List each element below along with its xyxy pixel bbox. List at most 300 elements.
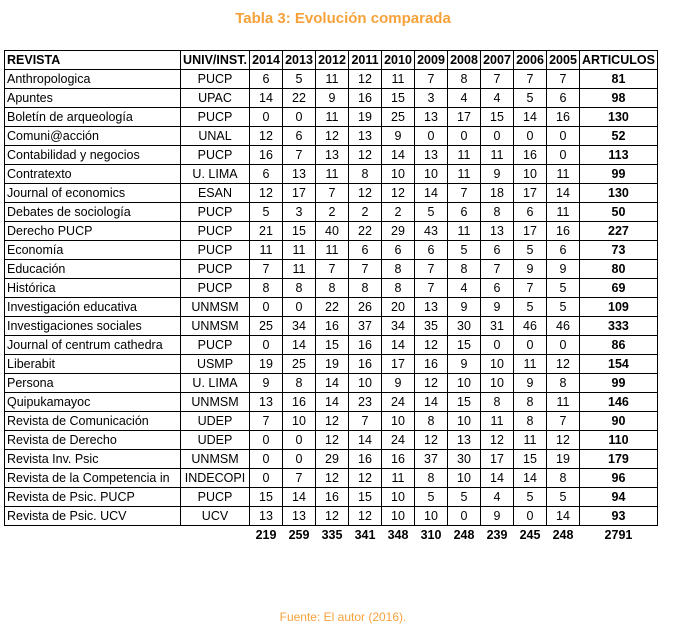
year-count: 13 — [283, 165, 316, 184]
institution: UDEP — [181, 431, 250, 450]
article-total: 227 — [580, 222, 658, 241]
year-count: 19 — [349, 108, 382, 127]
year-count: 22 — [283, 89, 316, 108]
year-count: 16 — [382, 450, 415, 469]
article-total: 154 — [580, 355, 658, 374]
article-total: 99 — [580, 165, 658, 184]
year-count: 11 — [316, 108, 349, 127]
year-count: 6 — [250, 165, 283, 184]
year-count: 7 — [547, 70, 580, 89]
year-count: 16 — [349, 89, 382, 108]
year-count: 0 — [415, 127, 448, 146]
column-header: 2012 — [316, 51, 349, 70]
year-count: 0 — [250, 108, 283, 127]
year-count: 6 — [481, 279, 514, 298]
journal-name: Contratexto — [5, 165, 181, 184]
year-count: 3 — [415, 89, 448, 108]
year-count: 14 — [514, 108, 547, 127]
table-title: Tabla 3: Evolución comparada — [235, 10, 451, 27]
year-count: 15 — [514, 450, 547, 469]
year-count: 23 — [349, 393, 382, 412]
institution: PUCP — [181, 260, 250, 279]
column-header: ARTICULOS — [580, 51, 658, 70]
institution: UNMSM — [181, 450, 250, 469]
year-count: 13 — [349, 127, 382, 146]
year-count: 8 — [448, 70, 481, 89]
year-count: 12 — [382, 184, 415, 203]
year-count: 11 — [316, 165, 349, 184]
year-count: 6 — [547, 89, 580, 108]
year-count: 5 — [547, 298, 580, 317]
year-count: 8 — [415, 412, 448, 431]
institution: U. LIMA — [181, 165, 250, 184]
year-count: 16 — [316, 488, 349, 507]
table-row — [5, 222, 658, 241]
year-count: 15 — [481, 108, 514, 127]
column-header: 2011 — [349, 51, 382, 70]
article-total: 93 — [580, 507, 658, 526]
year-count: 0 — [283, 108, 316, 127]
year-count: 5 — [415, 203, 448, 222]
year-count: 34 — [283, 317, 316, 336]
journal-name: Contabilidad y negocios — [5, 146, 181, 165]
year-count: 9 — [250, 374, 283, 393]
year-count: 12 — [415, 431, 448, 450]
article-total: 96 — [580, 469, 658, 488]
article-total: 98 — [580, 89, 658, 108]
year-count: 12 — [415, 374, 448, 393]
year-count: 11 — [547, 203, 580, 222]
column-header: 2010 — [382, 51, 415, 70]
total-value: 239 — [486, 527, 508, 542]
year-count: 12 — [316, 469, 349, 488]
total-value: 219 — [255, 527, 277, 542]
year-count: 8 — [448, 260, 481, 279]
article-total: 52 — [580, 127, 658, 146]
table-row — [5, 336, 658, 355]
institution: UPAC — [181, 89, 250, 108]
year-count: 14 — [547, 184, 580, 203]
year-count: 37 — [415, 450, 448, 469]
journal-name: Revista Inv. Psic — [5, 450, 181, 469]
year-count: 8 — [382, 279, 415, 298]
year-count: 12 — [349, 469, 382, 488]
table-body — [5, 70, 658, 545]
year-count: 2 — [382, 203, 415, 222]
institution: UNAL — [181, 127, 250, 146]
year-count: 17 — [283, 184, 316, 203]
year-count: 46 — [547, 317, 580, 336]
year-count: 10 — [514, 165, 547, 184]
year-count: 19 — [316, 355, 349, 374]
journal-name: Liberabit — [5, 355, 181, 374]
year-count: 12 — [481, 431, 514, 450]
article-total: 50 — [580, 203, 658, 222]
year-count: 15 — [448, 336, 481, 355]
article-total: 80 — [580, 260, 658, 279]
table-row — [5, 298, 658, 317]
year-count: 6 — [514, 203, 547, 222]
year-count: 16 — [283, 393, 316, 412]
year-count: 17 — [514, 184, 547, 203]
year-count: 14 — [283, 336, 316, 355]
year-count: 8 — [349, 165, 382, 184]
journal-name: Economía — [5, 241, 181, 260]
journal-name: Quipukamayoc — [5, 393, 181, 412]
year-count: 24 — [382, 393, 415, 412]
year-count: 8 — [415, 469, 448, 488]
year-count: 46 — [514, 317, 547, 336]
year-count: 5 — [547, 488, 580, 507]
total-value — [181, 526, 250, 545]
year-count: 11 — [382, 70, 415, 89]
year-count: 12 — [547, 431, 580, 450]
table-row — [5, 317, 658, 336]
year-count: 12 — [316, 127, 349, 146]
institution: UNMSM — [181, 298, 250, 317]
year-count: 0 — [547, 336, 580, 355]
journal-name: Revista de Comunicación — [5, 412, 181, 431]
year-count: 35 — [415, 317, 448, 336]
year-count: 8 — [382, 260, 415, 279]
year-count: 16 — [547, 222, 580, 241]
year-count: 5 — [514, 89, 547, 108]
year-count: 12 — [316, 431, 349, 450]
year-count: 15 — [349, 488, 382, 507]
journal-name: Boletín de arqueología — [5, 108, 181, 127]
year-count: 5 — [448, 488, 481, 507]
year-count: 10 — [448, 412, 481, 431]
year-count: 8 — [250, 279, 283, 298]
year-count: 5 — [415, 488, 448, 507]
year-count: 12 — [415, 336, 448, 355]
column-header: 2013 — [283, 51, 316, 70]
journal-name: Histórica — [5, 279, 181, 298]
year-count: 12 — [349, 146, 382, 165]
year-count: 12 — [316, 507, 349, 526]
year-count: 18 — [481, 184, 514, 203]
year-count: 14 — [250, 89, 283, 108]
year-count: 14 — [415, 393, 448, 412]
article-total: 130 — [580, 184, 658, 203]
year-count: 0 — [283, 431, 316, 450]
year-count: 9 — [514, 260, 547, 279]
year-count: 4 — [481, 89, 514, 108]
table-row — [5, 355, 658, 374]
year-count: 34 — [382, 317, 415, 336]
year-count: 7 — [514, 70, 547, 89]
year-count: 26 — [349, 298, 382, 317]
year-count: 11 — [382, 469, 415, 488]
institution: PUCP — [181, 108, 250, 127]
institution: PUCP — [181, 146, 250, 165]
year-count: 10 — [382, 488, 415, 507]
year-count: 31 — [481, 317, 514, 336]
total-value: 348 — [387, 527, 409, 542]
column-header: 2006 — [514, 51, 547, 70]
year-count: 7 — [316, 184, 349, 203]
year-count: 14 — [316, 374, 349, 393]
year-count: 5 — [250, 203, 283, 222]
year-count: 2 — [349, 203, 382, 222]
year-count: 5 — [283, 70, 316, 89]
year-count: 15 — [382, 89, 415, 108]
institution: UCV — [181, 507, 250, 526]
year-count: 7 — [316, 260, 349, 279]
year-count: 14 — [415, 184, 448, 203]
table-row — [5, 469, 658, 488]
year-count: 8 — [547, 374, 580, 393]
year-count: 5 — [514, 488, 547, 507]
year-count: 11 — [448, 222, 481, 241]
year-count: 9 — [514, 374, 547, 393]
year-count: 15 — [283, 222, 316, 241]
table-row — [5, 241, 658, 260]
year-count: 16 — [316, 317, 349, 336]
year-count: 30 — [448, 450, 481, 469]
year-count: 25 — [382, 108, 415, 127]
year-count: 10 — [349, 374, 382, 393]
year-count: 11 — [283, 260, 316, 279]
table-row — [5, 507, 658, 526]
journal-name: Persona — [5, 374, 181, 393]
year-count: 11 — [547, 165, 580, 184]
year-count: 13 — [481, 222, 514, 241]
article-total: 99 — [580, 374, 658, 393]
year-count: 0 — [481, 336, 514, 355]
year-count: 19 — [547, 450, 580, 469]
table-row — [5, 374, 658, 393]
year-count: 29 — [382, 222, 415, 241]
journal-name: Revista de Psic. PUCP — [5, 488, 181, 507]
year-count: 3 — [283, 203, 316, 222]
year-count: 25 — [283, 355, 316, 374]
year-count: 6 — [415, 241, 448, 260]
total-value: 335 — [321, 527, 343, 542]
institution: PUCP — [181, 222, 250, 241]
table-row — [5, 412, 658, 431]
year-count: 8 — [349, 279, 382, 298]
year-count: 11 — [481, 146, 514, 165]
total-value: 248 — [453, 527, 475, 542]
year-count: 0 — [514, 127, 547, 146]
journal-name: Investigaciones sociales — [5, 317, 181, 336]
year-count: 0 — [514, 507, 547, 526]
year-count: 4 — [448, 279, 481, 298]
column-header: 2005 — [547, 51, 580, 70]
journal-name: Revista de Psic. UCV — [5, 507, 181, 526]
column-header: REVISTA — [5, 51, 181, 70]
year-count: 5 — [448, 241, 481, 260]
year-count: 8 — [547, 469, 580, 488]
year-count: 8 — [283, 374, 316, 393]
year-count: 7 — [481, 260, 514, 279]
year-count: 10 — [415, 507, 448, 526]
column-header: 2008 — [448, 51, 481, 70]
year-count: 11 — [481, 412, 514, 431]
year-count: 14 — [514, 469, 547, 488]
year-count: 0 — [250, 469, 283, 488]
year-count: 16 — [349, 450, 382, 469]
total-value — [5, 526, 181, 545]
article-total: 179 — [580, 450, 658, 469]
year-count: 11 — [514, 355, 547, 374]
year-count: 9 — [316, 89, 349, 108]
article-total: 109 — [580, 298, 658, 317]
article-total: 130 — [580, 108, 658, 127]
journal-name: Comuni@acción — [5, 127, 181, 146]
journal-name: Investigación educativa — [5, 298, 181, 317]
total-value: 341 — [354, 527, 376, 542]
year-count: 24 — [382, 431, 415, 450]
column-header: 2009 — [415, 51, 448, 70]
year-count: 5 — [547, 279, 580, 298]
year-count: 8 — [283, 279, 316, 298]
table-row — [5, 184, 658, 203]
institution: ESAN — [181, 184, 250, 203]
year-count: 11 — [514, 431, 547, 450]
table-row — [5, 203, 658, 222]
year-count: 0 — [547, 127, 580, 146]
year-count: 0 — [250, 431, 283, 450]
year-count: 7 — [415, 279, 448, 298]
year-count: 13 — [415, 298, 448, 317]
year-count: 14 — [481, 469, 514, 488]
year-count: 11 — [283, 241, 316, 260]
year-count: 9 — [382, 127, 415, 146]
institution: INDECOPI — [181, 469, 250, 488]
table-row — [5, 165, 658, 184]
year-count: 0 — [448, 127, 481, 146]
year-count: 7 — [349, 412, 382, 431]
year-count: 17 — [481, 450, 514, 469]
year-count: 13 — [250, 393, 283, 412]
year-count: 0 — [283, 298, 316, 317]
column-header: UNIV/INST. — [181, 51, 250, 70]
year-count: 13 — [250, 507, 283, 526]
table-row — [5, 127, 658, 146]
year-count: 12 — [349, 184, 382, 203]
year-count: 12 — [547, 355, 580, 374]
year-count: 7 — [415, 70, 448, 89]
year-count: 12 — [250, 184, 283, 203]
year-count: 5 — [514, 298, 547, 317]
year-count: 9 — [448, 355, 481, 374]
year-count: 11 — [448, 146, 481, 165]
journal-name: Apuntes — [5, 89, 181, 108]
article-total: 69 — [580, 279, 658, 298]
year-count: 7 — [514, 279, 547, 298]
institution: UNMSM — [181, 393, 250, 412]
year-count: 9 — [481, 507, 514, 526]
year-count: 6 — [547, 241, 580, 260]
year-count: 16 — [415, 355, 448, 374]
journal-name: Revista de Derecho — [5, 431, 181, 450]
year-count: 10 — [283, 412, 316, 431]
year-count: 30 — [448, 317, 481, 336]
year-count: 25 — [250, 317, 283, 336]
table-row — [5, 279, 658, 298]
total-value: 310 — [420, 527, 442, 542]
year-count: 7 — [283, 146, 316, 165]
year-count: 6 — [481, 241, 514, 260]
year-count: 9 — [547, 260, 580, 279]
journal-name: Anthropologica — [5, 70, 181, 89]
year-count: 40 — [316, 222, 349, 241]
year-count: 7 — [448, 184, 481, 203]
year-count: 17 — [448, 108, 481, 127]
institution: PUCP — [181, 279, 250, 298]
year-count: 14 — [382, 146, 415, 165]
year-count: 9 — [481, 298, 514, 317]
article-total: 146 — [580, 393, 658, 412]
journal-name: Revista de la Competencia in — [5, 469, 181, 488]
institution: PUCP — [181, 203, 250, 222]
institution: UDEP — [181, 412, 250, 431]
year-count: 8 — [514, 412, 547, 431]
total-value: 245 — [519, 527, 541, 542]
article-total: 86 — [580, 336, 658, 355]
year-count: 29 — [316, 450, 349, 469]
year-count: 9 — [382, 374, 415, 393]
year-count: 12 — [349, 70, 382, 89]
year-count: 13 — [448, 431, 481, 450]
institution: USMP — [181, 355, 250, 374]
year-count: 15 — [448, 393, 481, 412]
total-value: 259 — [288, 527, 310, 542]
year-count: 7 — [481, 70, 514, 89]
article-total: 110 — [580, 431, 658, 450]
article-total: 90 — [580, 412, 658, 431]
year-count: 11 — [547, 393, 580, 412]
table-row — [5, 89, 658, 108]
year-count: 0 — [283, 450, 316, 469]
column-header: 2014 — [250, 51, 283, 70]
source-note: Fuente: El autor (2016). — [279, 610, 407, 624]
year-count: 10 — [382, 507, 415, 526]
year-count: 0 — [514, 336, 547, 355]
year-count: 15 — [316, 336, 349, 355]
year-count: 7 — [250, 260, 283, 279]
year-count: 5 — [514, 241, 547, 260]
year-count: 14 — [283, 488, 316, 507]
year-count: 4 — [481, 488, 514, 507]
year-count: 8 — [316, 279, 349, 298]
year-count: 14 — [547, 507, 580, 526]
year-count: 9 — [448, 298, 481, 317]
table-row — [5, 70, 658, 89]
year-count: 11 — [316, 241, 349, 260]
year-count: 0 — [250, 336, 283, 355]
year-count: 11 — [316, 70, 349, 89]
year-count: 17 — [382, 355, 415, 374]
institution: PUCP — [181, 241, 250, 260]
year-count: 7 — [547, 412, 580, 431]
year-count: 8 — [514, 393, 547, 412]
year-count: 7 — [250, 412, 283, 431]
year-count: 6 — [349, 241, 382, 260]
year-count: 8 — [481, 393, 514, 412]
year-count: 10 — [448, 374, 481, 393]
year-count: 16 — [349, 355, 382, 374]
article-total: 81 — [580, 70, 658, 89]
year-count: 12 — [349, 507, 382, 526]
year-count: 7 — [415, 260, 448, 279]
year-count: 43 — [415, 222, 448, 241]
year-count: 14 — [316, 393, 349, 412]
year-count: 10 — [415, 165, 448, 184]
year-count: 0 — [547, 146, 580, 165]
